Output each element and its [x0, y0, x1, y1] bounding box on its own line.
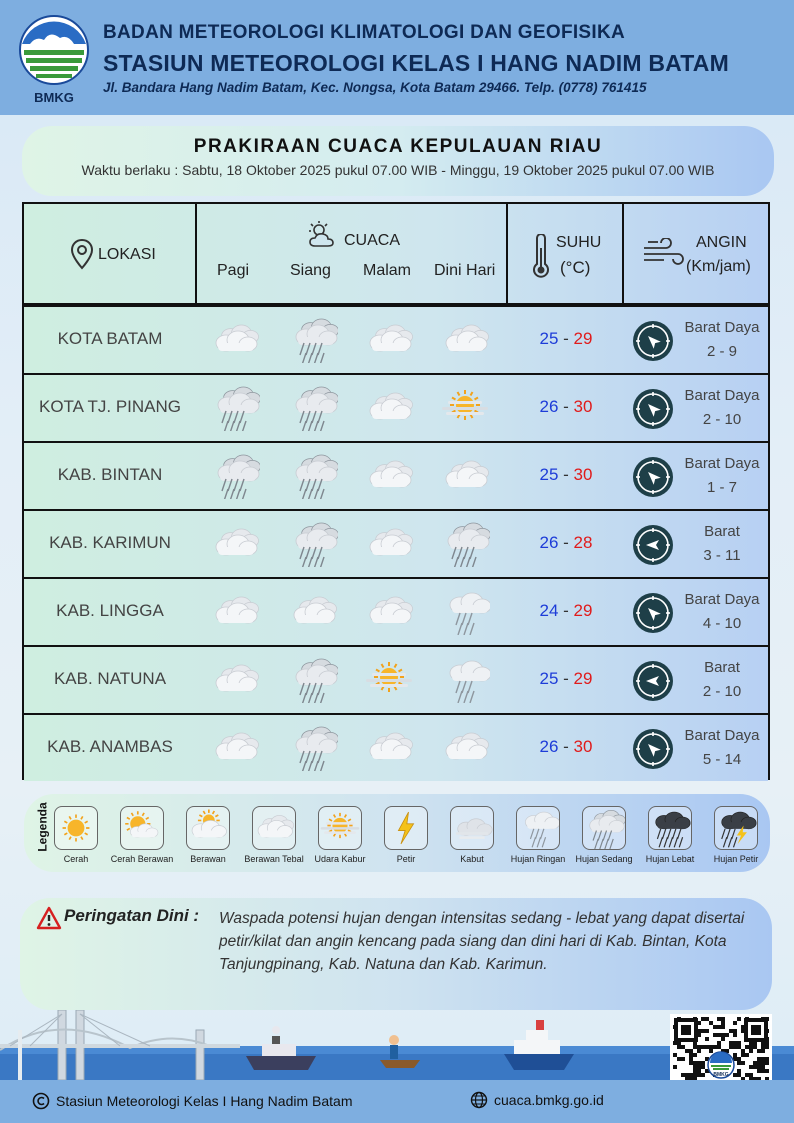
temp-min: 26 [539, 737, 559, 756]
wind-speed: 2 - 9 [706, 343, 737, 360]
hujan-sedang-icon [582, 806, 626, 850]
temperature-range: 26 - 30 [539, 397, 593, 416]
bmkg-logo [18, 14, 90, 104]
legend-item-label: Cerah [63, 854, 89, 864]
legend-item-label: Hujan Petir [713, 854, 759, 864]
header-period-siang: Siang [290, 262, 331, 279]
wind-direction: Barat Daya [684, 591, 760, 608]
partly-cloudy-icon [306, 220, 338, 250]
header-suhu-unit: (°C) [560, 258, 591, 277]
divider [506, 204, 508, 305]
temp-max: 29 [573, 601, 593, 620]
table-row [24, 441, 768, 509]
wind-direction: Barat Daya [684, 455, 760, 472]
berawan-tebal-icon [210, 589, 260, 635]
header-cuaca: CUACA [344, 232, 401, 249]
legend-item [703, 806, 769, 864]
cerah-berawan-icon [120, 806, 164, 850]
wind-direction: Barat [704, 659, 740, 676]
temp-max: 29 [573, 669, 593, 688]
cerah-icon [54, 806, 98, 850]
udara-kabur-icon [318, 806, 362, 850]
copyright-icon [32, 1092, 50, 1110]
legend-item [241, 806, 307, 864]
early-warning-box [20, 898, 772, 1010]
wind-compass-icon [632, 524, 674, 566]
header-period-pagi: Pagi [217, 262, 250, 279]
wind-compass-icon [632, 660, 674, 702]
temp-min: 24 [539, 601, 559, 620]
station-name: STASIUN METEOROLOGI KELAS I HANG NADIM BATAM [103, 50, 729, 76]
table-row [24, 713, 768, 781]
legend-item-label: Hujan Lebat [645, 854, 695, 864]
legend-item-label: Berawan Tebal [244, 854, 304, 864]
wind-speed: 2 - 10 [702, 411, 742, 428]
berawan-tebal-icon [210, 725, 260, 771]
warning-title: Peringatan Dini : [64, 906, 200, 925]
temp-max: 30 [573, 737, 593, 756]
temp-min: 26 [539, 533, 559, 552]
header-band [0, 0, 794, 115]
wind-compass-icon [632, 320, 674, 362]
legend-item [43, 806, 109, 864]
station-address: Jl. Bandara Hang Nadim Batam, Kec. Nongsa, Kota Batam 29466. Telp. (0778) 761415 [103, 80, 647, 95]
legend-item [505, 806, 571, 864]
warning-icon [36, 906, 62, 930]
location-name: KAB. BINTAN [57, 465, 163, 484]
location-pin-icon [70, 238, 94, 270]
table-row [24, 305, 768, 373]
hujan-sedang-icon [440, 521, 490, 567]
legend-item-label: Hujan Ringan [510, 854, 566, 864]
temperature-range: 24 - 29 [539, 601, 593, 620]
svg-text:BMKG: BMKG [34, 90, 74, 104]
table-row [24, 373, 768, 441]
wind-speed: 3 - 11 [703, 547, 741, 564]
globe-icon [470, 1091, 488, 1109]
wind-speed: 1 - 7 [706, 479, 737, 496]
table-header [24, 204, 768, 305]
location-name: KAB. KARIMUN [49, 533, 171, 552]
temp-max: 30 [573, 465, 593, 484]
legend-item [175, 806, 241, 864]
legend-item [439, 806, 505, 864]
hujan-ringan-icon [440, 657, 490, 703]
wind-compass-icon [632, 388, 674, 430]
kabut-icon [450, 806, 494, 850]
hujan-lebat-icon [648, 806, 692, 850]
header-angin-unit: (Km/jam) [686, 258, 751, 275]
header-angin: ANGIN [696, 234, 747, 251]
temp-max: 30 [573, 397, 593, 416]
title-box [22, 126, 774, 196]
copyright-text: Stasiun Meteorologi Kelas I Hang Nadim Batam [56, 1093, 353, 1109]
wind-compass-icon [632, 592, 674, 634]
berawan-tebal-icon [210, 317, 260, 363]
table-row [24, 645, 768, 713]
hujan-sedang-icon [210, 453, 260, 499]
temp-min: 25 [539, 465, 559, 484]
hujan-sedang-icon [288, 657, 338, 703]
wind-speed: 5 - 14 [702, 751, 742, 768]
footer [0, 1080, 794, 1123]
wind-speed: 2 - 10 [702, 683, 742, 700]
header-period-dini-hari: Dini Hari [434, 262, 496, 279]
wind-direction: Barat Daya [684, 319, 760, 336]
legend-item-label: Cerah Berawan [110, 854, 174, 864]
udara-kabur-icon [364, 657, 414, 703]
header-lokasi: LOKASI [98, 246, 156, 263]
temperature-range: 26 - 28 [539, 533, 593, 552]
hujan-sedang-icon [288, 725, 338, 771]
thermometer-icon [530, 234, 552, 280]
forecast-table [22, 202, 770, 780]
legend-item [307, 806, 373, 864]
berawan-tebal-icon [364, 521, 414, 567]
website-link[interactable]: cuaca.bmkg.go.id [494, 1092, 604, 1108]
page-title: PRAKIRAAN CUACA KEPULAUAN RIAU [193, 136, 603, 157]
berawan-tebal-icon [364, 453, 414, 499]
legend-item [637, 806, 703, 864]
berawan-tebal-icon [440, 317, 490, 363]
temp-max: 29 [573, 329, 593, 348]
hujan-petir-icon [714, 806, 758, 850]
divider [195, 204, 197, 305]
hujan-sedang-icon [288, 521, 338, 567]
location-name: KOTA BATAM [57, 329, 163, 348]
wind-icon [642, 238, 686, 268]
temperature-range: 25 - 30 [539, 465, 593, 484]
location-name: KAB. ANAMBAS [47, 737, 173, 756]
berawan-tebal-icon [364, 317, 414, 363]
temp-min: 26 [539, 397, 559, 416]
hujan-sedang-icon [288, 317, 338, 363]
berawan-tebal-icon [288, 589, 338, 635]
wind-speed: 4 - 10 [702, 615, 742, 632]
table-row [24, 577, 768, 645]
wind-compass-icon [632, 456, 674, 498]
legend-item [373, 806, 439, 864]
location-name: KAB. NATUNA [53, 669, 167, 688]
hujan-ringan-icon [516, 806, 560, 850]
temperature-range: 25 - 29 [539, 329, 593, 348]
berawan-tebal-icon [440, 725, 490, 771]
legend-label: Legenda [35, 802, 50, 852]
petir-icon [384, 806, 428, 850]
legend-item [109, 806, 175, 864]
hujan-sedang-icon [210, 385, 260, 431]
warning-text: Waspada potensi hujan dengan intensitas sedang - lebat yang dapat disertai petir/kilat dan angin kencang pada siang dan dini hari di Kab. Bintan, Kota Tanjungpinang, Kab. Natuna dan Kab. Karimun. [219, 910, 745, 973]
berawan-tebal-icon [364, 385, 414, 431]
temperature-range: 25 - 29 [539, 669, 593, 688]
berawan-tebal-icon [210, 521, 260, 567]
location-name: KOTA TJ. PINANG [38, 397, 181, 416]
legend-item-label: Udara Kabur [314, 854, 366, 864]
wind-direction: Barat Daya [684, 727, 760, 744]
berawan-tebal-icon [364, 589, 414, 635]
temperature-range: 26 - 30 [539, 737, 593, 756]
header-period-malam: Malam [363, 262, 412, 279]
agency-name: BADAN METEOROLOGI KLIMATOLOGI DAN GEOFISIKA [103, 22, 626, 43]
legend-item-label: Berawan [190, 854, 226, 864]
header-suhu: SUHU [556, 234, 602, 251]
udara-kabur-icon [440, 385, 490, 431]
wind-compass-icon [632, 728, 674, 770]
legend-item-label: Hujan Sedang [575, 854, 633, 864]
berawan-icon [186, 806, 230, 850]
legend [24, 794, 770, 872]
hujan-sedang-icon [288, 453, 338, 499]
legend-item [571, 806, 637, 864]
legend-item-label: Kabut [460, 854, 484, 864]
table-row [24, 509, 768, 577]
svg-text:BMKG: BMKG [713, 1072, 729, 1078]
legend-item-label: Petir [396, 854, 416, 864]
wind-direction: Barat [704, 523, 740, 540]
temp-min: 25 [539, 329, 559, 348]
temp-min: 25 [539, 669, 559, 688]
hujan-sedang-icon [288, 385, 338, 431]
wind-direction: Barat Daya [684, 387, 760, 404]
berawan-tebal-icon [364, 725, 414, 771]
berawan-tebal-icon [252, 806, 296, 850]
berawan-tebal-icon [440, 453, 490, 499]
divider [622, 204, 624, 305]
location-name: KAB. LINGGA [56, 601, 164, 620]
validity-period: Waktu berlaku : Sabtu, 18 Oktober 2025 pukul 07.00 WIB - Minggu, 19 Oktober 2025 pukul 07.00 WIB [81, 162, 715, 178]
berawan-tebal-icon [210, 657, 260, 703]
temp-max: 28 [573, 533, 593, 552]
hujan-ringan-icon [440, 589, 490, 635]
